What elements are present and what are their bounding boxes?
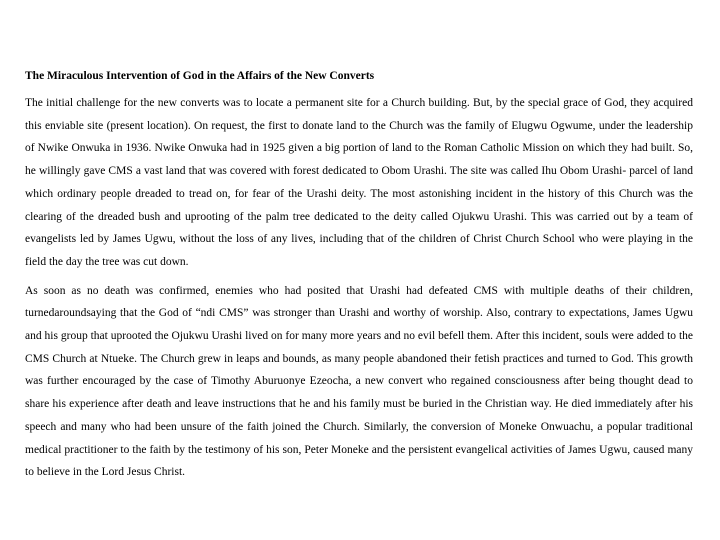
section-heading: The Miraculous Intervention of God in the Affairs of the New Converts (25, 70, 375, 82)
document-page (25, 66, 693, 490)
body-paragraph-1: The initial challenge for the new converts was to locate a permanent site for a Church building. But, by the special grace of God, they acquired this enviable site (present location). On request, the first to donate land to the Church was the family of Elugwu Ogwume, under the leadership of Nwike Onwuka in 1936. Nwike Onwuka had in 1925 given a big portion of land to the Roman Catholic Mission on which they had built. So, he willingly gave CMS a vast land that was covered with forest dedicated to Obom Urashi. The site was called Ihu Obom Urashi- parcel of land which ordinary people dreaded to tread on, for fear of the Urashi deity. The most astonishing incident in the history of this Church was the clearing of the dreaded bush and uprooting of the palm tree dedicated to the deity called Ojukwu Urashi. This was carried out by a team of evangelists led by James Ugwu, without the loss of any lives, including that of the children of Christ Church School who were playing in the field the day the tree was cut down. (25, 97, 693, 268)
body-paragraph-2: As soon as no death was confirmed, enemies who had posited that Urashi had defeated CMS with multiple deaths of their children, turnedaroundsaying that the God of “ndi CMS” was stronger than Urashi and worthy of worship. Also, contrary to expectations, James Ugwu and his group that uprooted the Ojukwu Urashi lived on for many more years and no evil befell them. After this incident, souls were added to the CMS Church at Ntueke. The Church grew in leaps and bounds, as many people abandoned their fetish practices and turned to God. This growth was further encouraged by the case of Timothy Aburuonye Ezeocha, a new convert who regained consciousness after being thought dead to share his experience after death and leave instructions that he and his family must be buried in the Christian way. He died immediately after his speech and many who had been unsure of the faith joined the Church. Similarly, the conversion of Moneke Onwuachu, a popular traditional medical practitioner to the faith by the testimony of his son, Peter Moneke and the persistent evangelical activities of James Ugwu, caused many to believe in the Lord Jesus Christ. (25, 284, 693, 479)
